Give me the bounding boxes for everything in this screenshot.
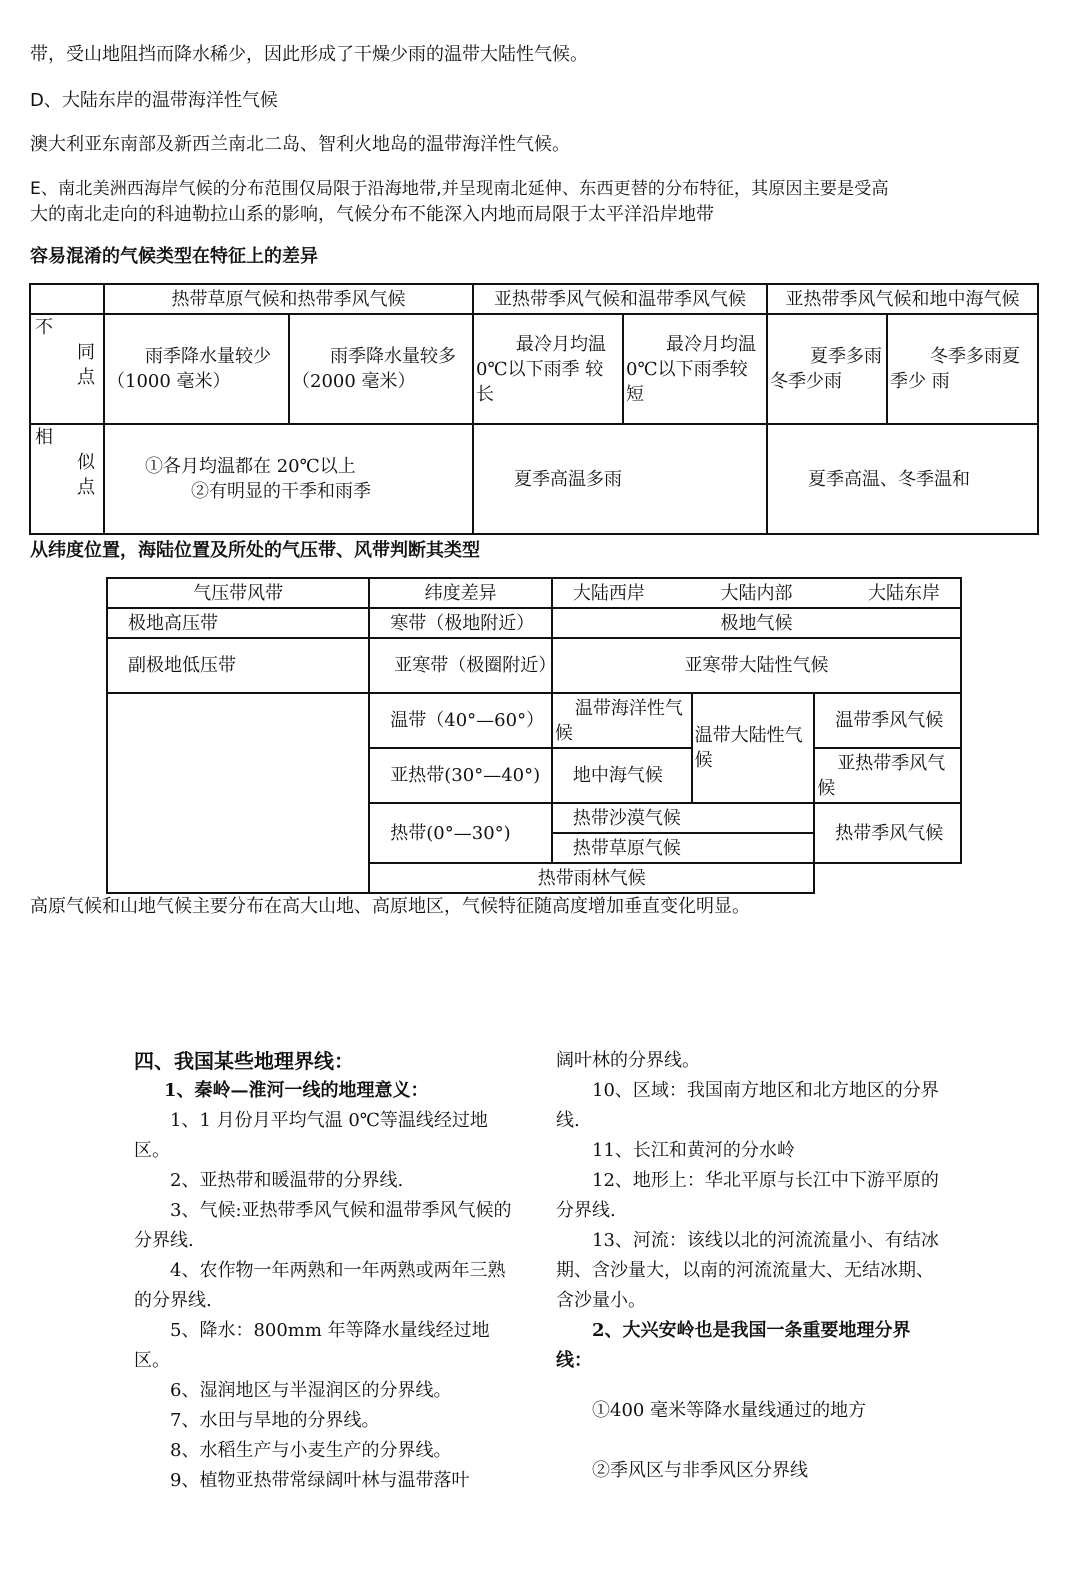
table-cell: 夏季多雨冬季少雨	[767, 314, 887, 424]
cell-line: ①各月均温都在 20℃以上	[145, 456, 356, 477]
table-header: 亚热带季风气候和地中海气候	[767, 284, 1038, 314]
header-east: 大陆东岸	[867, 582, 940, 604]
list-item: 4、农作物一年两熟和一年两熟或两年三熟的分界线.	[134, 1260, 506, 1311]
table-cell: 副极地低压带	[107, 638, 369, 693]
list-item: 5、降水：800mm 年等降水量线经过地区。	[134, 1320, 490, 1371]
row-label-similar	[30, 424, 104, 534]
label-char: 似	[77, 452, 95, 473]
section-heading: 容易混淆的气候类型在特征上的差异	[30, 246, 318, 267]
table-cell: 亚寒带（极圈附近）	[369, 638, 552, 693]
table-cell: 最冷月均温 0℃以下雨季 较长	[473, 314, 623, 424]
table-cell: 热带雨林气候	[369, 863, 814, 893]
header-inner: 大陆内部	[720, 582, 793, 604]
text-line: D、大陆东岸的温带海洋性气候	[30, 90, 278, 111]
table-header: 热带草原气候和热带季风气候	[104, 284, 473, 314]
label-char: 相	[35, 427, 53, 448]
table-cell: 温带海洋性气候	[552, 693, 692, 748]
label-char: 点	[77, 367, 95, 388]
table-cell: 热带季风气候	[814, 803, 961, 863]
list-item: 9、植物亚热带常绿阔叶林与温带落叶	[170, 1470, 470, 1491]
label-char: 点	[77, 477, 95, 498]
right-column	[556, 1046, 941, 1486]
list-item: ②季风区与非季风区分界线	[592, 1460, 808, 1481]
list-item: 2、亚热带和暖温带的分界线.	[170, 1170, 404, 1191]
table-cell	[104, 424, 473, 534]
table-cell: 热带沙漠气候	[552, 803, 814, 833]
row-label-different	[30, 314, 104, 424]
list-item: 13、河流：该线以北的河流流量小、有结冰期、含沙量大，以南的河流流量大、无结冰期、含沙量小。	[556, 1230, 939, 1311]
table-cell: 亚热带(30°—40°)	[369, 748, 552, 803]
table-corner	[30, 284, 104, 314]
list-item: 11、长江和黄河的分水岭	[592, 1140, 795, 1161]
text-line: E、南北美洲西海岸气候的分布范围仅局限于沿海地带,并呈现南北延伸、东西更替的分布特征，其原因主要是受高	[30, 179, 889, 199]
table-cell: 最冷月均温 0℃以下雨季较短	[623, 314, 767, 424]
list-item: ①400 毫米等降水量线通过的地方	[592, 1400, 867, 1421]
left-column	[134, 1046, 519, 1496]
table-header: 亚热带季风气候和温带季风气候	[473, 284, 767, 314]
table-cell: 雨季降水量较多（2000 毫米）	[289, 314, 473, 424]
table-header-group	[552, 578, 961, 608]
table-cell: 雨季降水量较少（1000 毫米）	[104, 314, 289, 424]
table-cell: 热带(0°—30°)	[369, 803, 552, 863]
list-item: 阔叶林的分界线。	[556, 1050, 700, 1071]
subsection-title: 1、秦岭—淮河一线的地理意义：	[164, 1080, 429, 1101]
section-title: 四、我国某些地理界线：	[134, 1049, 354, 1073]
list-item: 6、湿润地区与半湿润区的分界线。	[170, 1380, 452, 1401]
table-cell: 夏季高温、冬季温和	[767, 424, 1038, 534]
text-line: 高原气候和山地气候主要分布在高大山地、高原地区，气候特征随高度增加垂直变化明显。	[30, 896, 750, 917]
table-cell: 极地高压带	[107, 608, 369, 638]
table-cell: 温带季风气候	[814, 693, 961, 748]
list-item: 3、气候:亚热带季风气候和温带季风气候的分界线.	[134, 1200, 512, 1251]
table-cell: 冬季多雨夏季少 雨	[887, 314, 1038, 424]
table-cell-empty	[107, 693, 369, 893]
label-char: 不	[35, 317, 53, 338]
text-line: 澳大利亚东南部及新西兰南北二岛、智利火地岛的温带海洋性气候。	[30, 134, 570, 155]
subsection-title: 2、大兴安岭也是我国一条重要地理分界线：	[556, 1320, 911, 1371]
table-cell: 极地气候	[552, 608, 961, 638]
label-char: 同	[77, 342, 95, 363]
table-cell: 寒带（极地附近）	[369, 608, 552, 638]
climate-difference-table	[29, 283, 1039, 535]
table-cell: 温带（40°—60°）	[369, 693, 552, 748]
list-item: 10、区域：我国南方地区和北方地区的分界线.	[556, 1080, 939, 1131]
table-cell: 温带大陆性气候	[692, 693, 815, 803]
table-cell: 热带草原气候	[552, 833, 814, 863]
climate-classification-table	[106, 577, 962, 894]
text-line: 大的南北走向的科迪勒拉山系的影响，气候分布不能深入内地而局限于太平洋沿岸地带	[30, 204, 714, 225]
cell-line: ②有明显的干季和雨季	[191, 481, 371, 502]
text-line: 带，受山地阻挡而降水稀少，因此形成了干燥少雨的温带大陆性气候。	[30, 44, 588, 65]
table-header: 气压带风带	[107, 578, 369, 608]
list-item: 12、地形上：华北平原与长江中下游平原的分界线.	[556, 1170, 939, 1221]
table-cell: 地中海气候	[552, 748, 692, 803]
list-item: 7、水田与旱地的分界线。	[170, 1410, 380, 1431]
table-cell: 亚热带季风气候	[814, 748, 961, 803]
table-header: 纬度差异	[369, 578, 552, 608]
list-item: 8、水稻生产与小麦生产的分界线。	[170, 1440, 452, 1461]
table-cell: 夏季高温多雨	[473, 424, 767, 534]
table-cell: 亚寒带大陆性气候	[552, 638, 961, 693]
list-item: 1、1 月份月平均气温 0℃等温线经过地区。	[134, 1110, 488, 1161]
header-west: 大陆西岸	[572, 582, 645, 604]
section-heading: 从纬度位置，海陆位置及所处的气压带、风带判断其类型	[30, 540, 480, 561]
